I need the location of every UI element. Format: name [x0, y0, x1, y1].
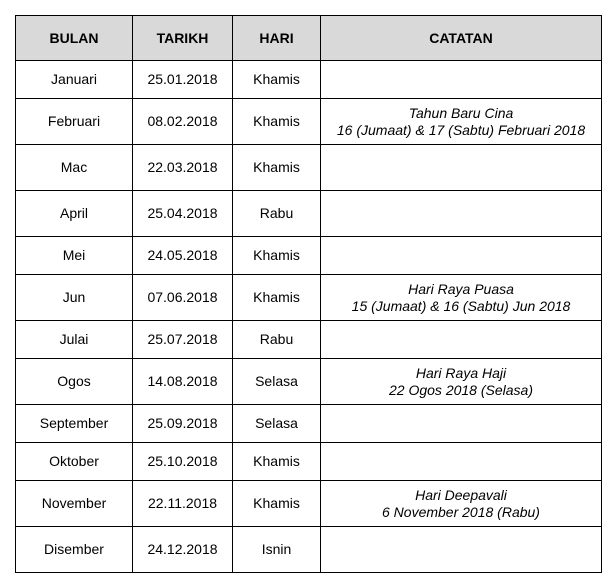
cell-catatan: [321, 145, 602, 191]
cell-bulan: Januari: [16, 61, 133, 99]
cell-catatan: [321, 99, 602, 145]
header-tarikh: TARIKH: [133, 16, 233, 61]
table-row: [16, 405, 602, 443]
cell-bulan: Mac: [16, 145, 133, 191]
header-row: [16, 16, 602, 61]
cell-hari: Rabu: [233, 191, 321, 237]
cell-hari: Khamis: [233, 237, 321, 275]
catatan-line-1: Hari Raya Puasa: [408, 280, 514, 297]
cell-catatan: [321, 191, 602, 237]
table-row: [16, 359, 602, 405]
cell-bulan: Disember: [16, 527, 133, 573]
schedule-table: [15, 15, 602, 573]
cell-hari: Khamis: [233, 275, 321, 321]
catatan-line-2: 16 (Jumaat) & 17 (Sabtu) Februari 2018: [336, 121, 586, 138]
cell-catatan: [321, 61, 602, 99]
cell-bulan: Oktober: [16, 443, 133, 481]
cell-hari: Khamis: [233, 443, 321, 481]
cell-bulan: November: [16, 481, 133, 527]
table-row: [16, 481, 602, 527]
cell-tarikh: 25.01.2018: [133, 61, 233, 99]
cell-catatan: [321, 527, 602, 573]
table-row: [16, 443, 602, 481]
cell-tarikh: 25.07.2018: [133, 321, 233, 359]
cell-hari: Rabu: [233, 321, 321, 359]
table-row: [16, 145, 602, 191]
cell-catatan: [321, 481, 602, 527]
cell-bulan: Ogos: [16, 359, 133, 405]
catatan-line-2: 6 November 2018 (Rabu): [382, 503, 540, 520]
cell-hari: Selasa: [233, 405, 321, 443]
catatan-line-1: Hari Deepavali: [415, 486, 507, 503]
cell-bulan: September: [16, 405, 133, 443]
cell-bulan: Julai: [16, 321, 133, 359]
header-catatan: CATATAN: [321, 16, 602, 61]
cell-tarikh: 08.02.2018: [133, 99, 233, 145]
cell-tarikh: 07.06.2018: [133, 275, 233, 321]
table-row: [16, 61, 602, 99]
cell-catatan: [321, 237, 602, 275]
cell-catatan: [321, 321, 602, 359]
catatan-line-2: 15 (Jumaat) & 16 (Sabtu) Jun 2018: [351, 297, 571, 314]
header-hari: HARI: [233, 16, 321, 61]
cell-tarikh: 24.05.2018: [133, 237, 233, 275]
cell-bulan: Mei: [16, 237, 133, 275]
cell-tarikh: 24.12.2018: [133, 527, 233, 573]
cell-tarikh: 14.08.2018: [133, 359, 233, 405]
table-row: [16, 275, 602, 321]
table-row: [16, 99, 602, 145]
cell-hari: Isnin: [233, 527, 321, 573]
header-bulan: BULAN: [16, 16, 133, 61]
cell-tarikh: 25.04.2018: [133, 191, 233, 237]
cell-hari: Khamis: [233, 99, 321, 145]
cell-catatan: [321, 275, 602, 321]
cell-hari: Selasa: [233, 359, 321, 405]
cell-bulan: Jun: [16, 275, 133, 321]
cell-bulan: April: [16, 191, 133, 237]
table-row: [16, 191, 602, 237]
table-row: [16, 237, 602, 275]
table-row: [16, 321, 602, 359]
table-row: [16, 527, 602, 573]
cell-catatan: [321, 359, 602, 405]
cell-tarikh: 25.09.2018: [133, 405, 233, 443]
catatan-line-1: Tahun Baru Cina: [408, 104, 514, 121]
cell-tarikh: 22.03.2018: [133, 145, 233, 191]
cell-tarikh: 25.10.2018: [133, 443, 233, 481]
cell-catatan: [321, 405, 602, 443]
cell-hari: Khamis: [233, 481, 321, 527]
cell-hari: Khamis: [233, 145, 321, 191]
cell-bulan: Februari: [16, 99, 133, 145]
catatan-line-2: 22 Ogos 2018 (Selasa): [389, 381, 533, 398]
cell-tarikh: 22.11.2018: [133, 481, 233, 527]
catatan-line-1: Hari Raya Haji: [415, 364, 507, 381]
cell-catatan: [321, 443, 602, 481]
cell-hari: Khamis: [233, 61, 321, 99]
